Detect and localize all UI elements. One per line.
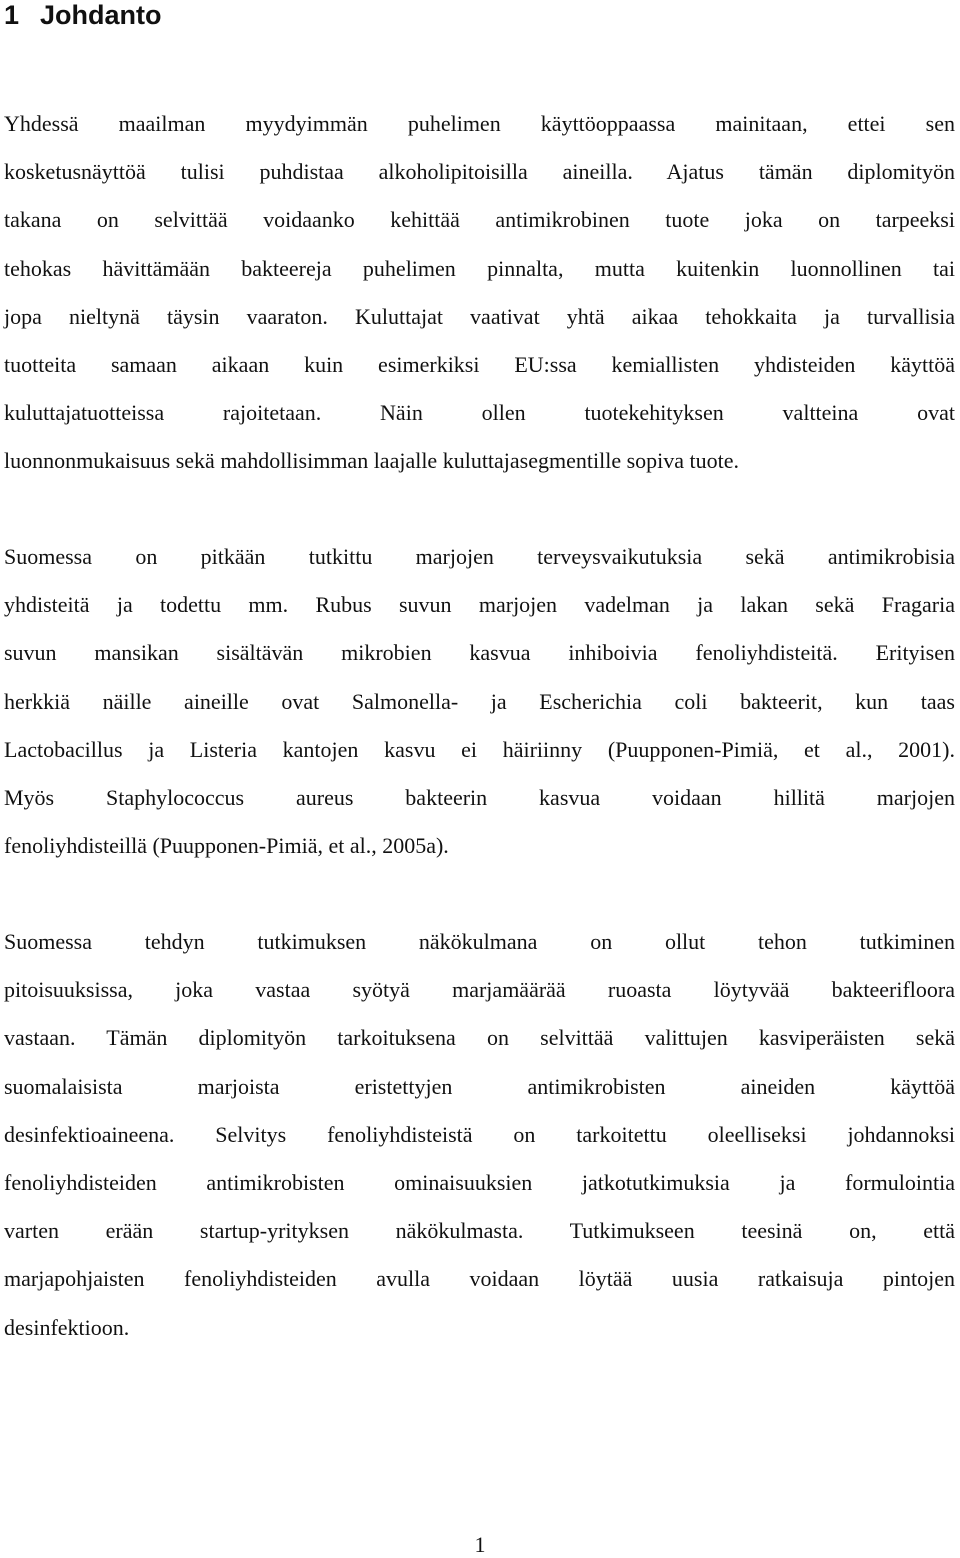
text-line: luonnonmukaisuus sekä mahdollisimman laajalle kuluttajasegmentille sopiva tuote. [4,448,740,474]
section-number: 1 [4,0,20,30]
text-line: marjapohjaisten fenoliyhdisteiden avulla voidaan löytää uusia ratkaisuja pintojen [4,1266,955,1292]
text-line: varten erään startup-yrityksen näkökulmasta. Tutkimukseen teesinä on, että [4,1218,955,1244]
text-line: herkkiä näille aineille ovat Salmonella- ja Escherichia coli bakteerit, kun taas [4,688,955,714]
section-title: Johdanto [40,0,162,30]
text-line: Suomessa on pitkään tutkittu marjojen terveysvaikutuksia sekä antimikrobisia [4,544,955,569]
text-line: kuluttajatuotteissa rajoitetaan. Näin ollen tuotekehityksen valtteina ovat [4,400,955,426]
text-line: tuotteita samaan aikaan kuin esimerkiksi EU:ssa kemiallisten yhdisteiden käyttöä [4,352,955,378]
text-line: Myös Staphylococcus aureus bakteerin kasvua voidaan hillitä marjojen [4,785,955,811]
text-line: vastaan. Tämän diplomityön tarkoituksena on selvittää valittujen kasviperäisten sekä [4,1025,955,1051]
paragraph-berries [4,533,955,870]
paragraph-purpose [4,918,955,1352]
text-line: suomalaisista marjoista eristettyjen antimikrobisten aineiden käyttöä [4,1073,955,1099]
text-line: pitoisuuksissa, joka vastaa syötyä marjamäärää ruoasta löytyvää bakteerifloora [4,977,955,1003]
text-line: kosketusnäyttöä tulisi puhdistaa alkoholipitoisilla aineilla. Ajatus tämän diplomityön [4,159,955,185]
text-line: takana on selvittää voidaanko kehittää antimikrobinen tuote joka on tarpeeksi [4,207,955,233]
page-number: 1 [474,1532,486,1557]
text-line: yhdisteitä ja todettu mm. Rubus suvun marjojen vadelman ja lakan sekä Fragaria [4,592,955,618]
text-line: desinfektioaineena. Selvitys fenoliyhdisteistä on tarkoitettu oleelliseksi johdannoksi [4,1121,955,1147]
text-line: tehokas hävittämään bakteereja puhelimen pinnalta, mutta kuitenkin luonnollinen tai [4,255,955,281]
text-line: Yhdessä maailman myydyimmän puhelimen käyttöoppaassa mainitaan, ettei sen [4,111,955,136]
text-line: fenoliyhdisteiden antimikrobisten ominaisuuksien jatkotutkimuksia ja formulointia [4,1170,955,1196]
text-line: Lactobacillus ja Listeria kantojen kasvu ei häiriinny (Puupponen-Pimiä, et al., 2001). [4,736,955,762]
text-line: Suomessa tehdyn tutkimuksen näkökulmana on ollut tehon tutkiminen [4,929,955,954]
paragraph-intro [4,100,955,486]
text-line: desinfektioon. [4,1314,130,1340]
text-line: jopa nieltynä täysin vaaraton. Kuluttajat vaativat yhtä aikaa tehokkaita ja turvallisia [4,303,955,329]
text-line: suvun mansikan sisältävän mikrobien kasvua inhiboivia fenoliyhdisteitä. Erityisen [4,640,955,666]
text-line: fenoliyhdisteillä (Puupponen-Pimiä, et al., 2005a). [4,833,449,859]
section-heading [4,0,162,33]
